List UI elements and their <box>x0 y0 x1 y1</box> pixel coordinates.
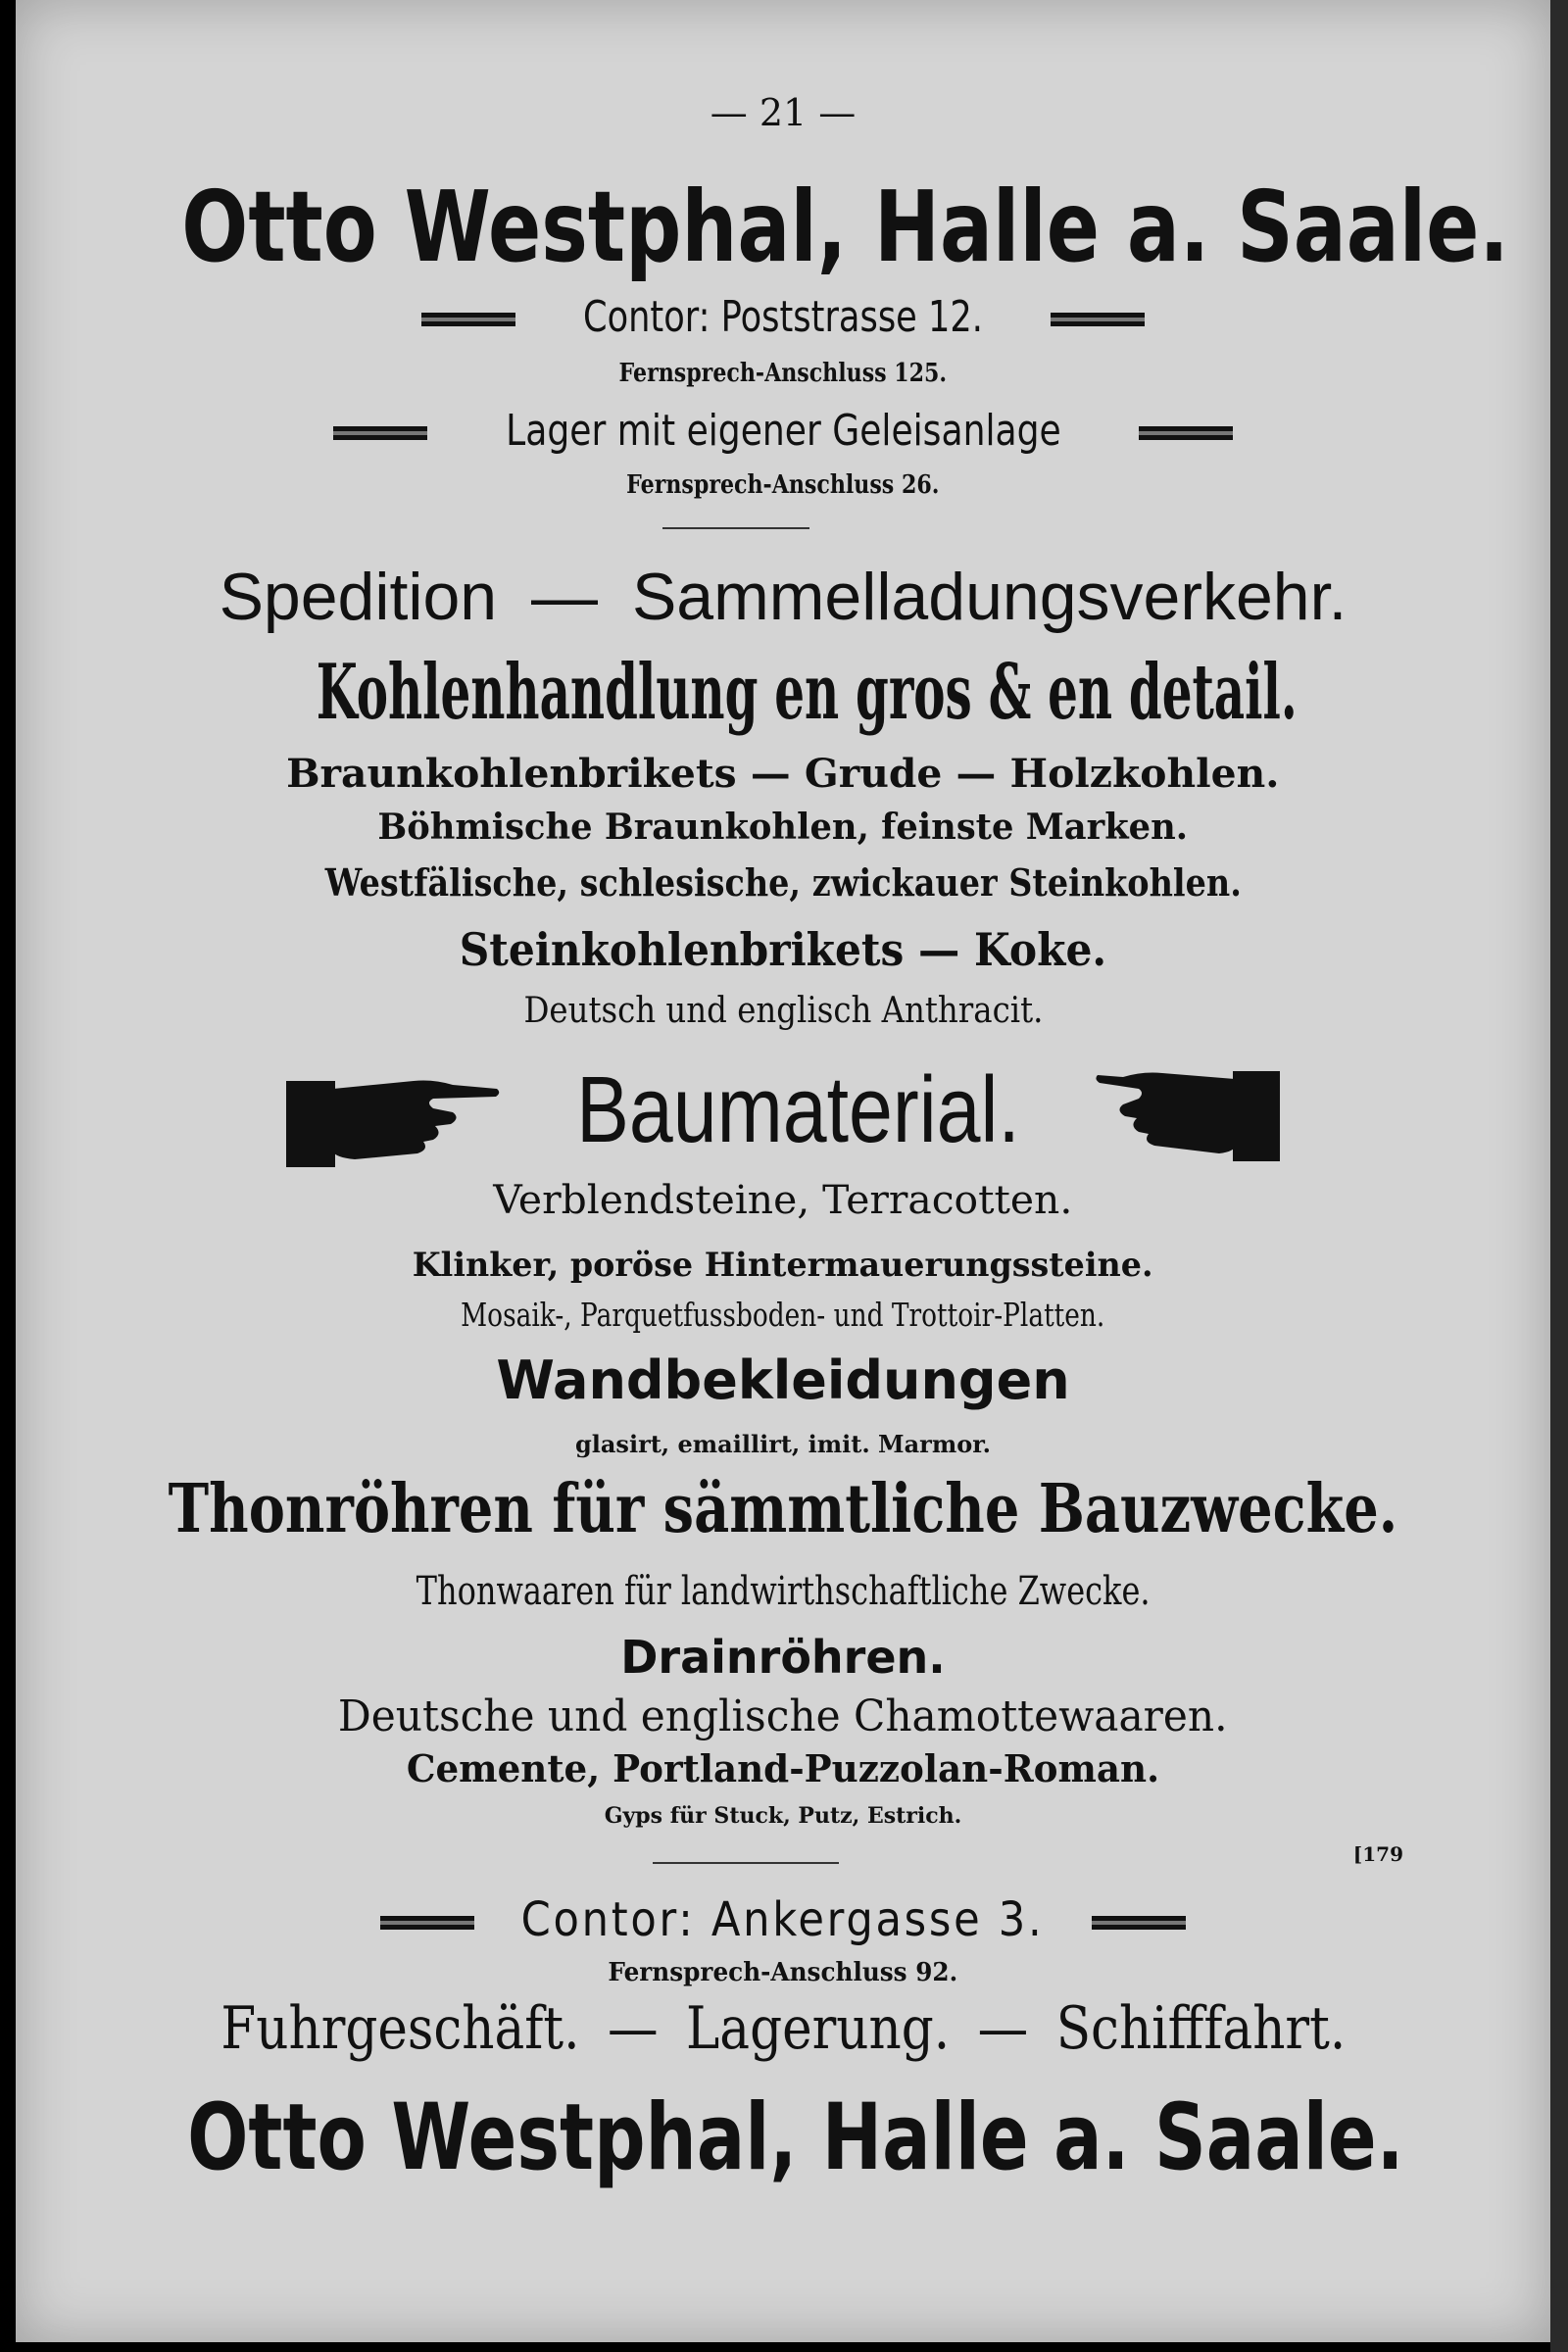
company-headline <box>16 170 1550 284</box>
ornament-bar-left <box>333 426 427 440</box>
ornament-bar-left <box>380 1916 474 1930</box>
building-line-11 <box>16 1805 1550 1827</box>
coal-line-2-text: Böhmische Braunkohlen, feinste Marken. <box>377 807 1189 848</box>
coal-line-5 <box>16 991 1550 1031</box>
divider <box>653 1862 839 1864</box>
sammelladung-text: Sammelladungsverkehr. <box>631 560 1348 634</box>
spedition-text: Spedition <box>219 560 498 634</box>
ornament-bar-right <box>1092 1916 1186 1930</box>
dash: — <box>977 1994 1028 2063</box>
contor-address: Contor: Poststrasse 12. <box>583 292 983 342</box>
building-line-11-text: Gyps für Stuck, Putz, Estrich. <box>604 1803 962 1829</box>
pointing-hand-right-icon <box>286 1063 502 1171</box>
scan-edge <box>1550 0 1568 2352</box>
page-number: — 21 — <box>710 91 857 134</box>
contor2-address: Contor: Ankergasse 3. <box>521 1892 1045 1947</box>
building-line-10-text: Cemente, Portland-Puzzolan-Roman. <box>406 1746 1160 1790</box>
contor-phone <box>16 361 1550 386</box>
building-line-5-text: glasirt, emaillirt, imit. Marmor. <box>574 1430 992 1458</box>
reference-number: [179 <box>1352 1842 1403 1866</box>
building-line-8 <box>16 1631 1550 1684</box>
building-line-3 <box>16 1296 1550 1334</box>
building-line-9-text: Deutsche und englische Chamottewaaren. <box>338 1691 1228 1741</box>
building-line-1 <box>16 1178 1550 1223</box>
contor2-phone-text: Fernsprech-Anschluss 92. <box>608 1958 958 1987</box>
lager-phone-text: Fernsprech-Anschluss 26. <box>626 470 940 500</box>
lagerung-text: Lagerung. <box>685 1994 950 2063</box>
building-line-4-text: Wandbekleidungen <box>496 1349 1070 1411</box>
building-line-9 <box>16 1691 1550 1741</box>
coal-line-4 <box>16 923 1550 976</box>
baumaterial-text: Baumaterial. <box>575 1057 1020 1163</box>
contor-phone-text: Fernsprech-Anschluss 125. <box>618 359 948 388</box>
building-line-5 <box>16 1430 1550 1458</box>
baumaterial-heading <box>16 1057 1550 1171</box>
company-headline-text: Otto Westphal, Halle a. Saale. <box>181 170 1509 284</box>
coal-line-4-text: Steinkohlenbrikets — Koke. <box>459 923 1107 976</box>
building-line-8-text: Drainröhren. <box>620 1631 946 1684</box>
building-line-3-text: Mosaik-, Parquetfussboden- und Trottoir-Platten. <box>461 1296 1105 1334</box>
coal-heading-text: Kohlenhandlung en gros & en detail. <box>316 648 1298 737</box>
footer-services <box>16 1994 1550 2063</box>
building-line-1-text: Verblendsteine, Terracotten. <box>493 1178 1073 1223</box>
building-line-2-text: Klinker, poröse Hintermauerungssteine. <box>413 1246 1153 1285</box>
ornament-bar-right <box>1139 426 1233 440</box>
contor2-line <box>16 1892 1550 1947</box>
building-line-10 <box>16 1746 1550 1790</box>
coal-line-1 <box>16 751 1550 797</box>
lager-line <box>16 406 1550 456</box>
pointing-hand-left-icon <box>1094 1063 1280 1171</box>
fuhrgeschaeft-text: Fuhrgeschäft. <box>220 1994 580 2063</box>
footer-company <box>16 2084 1550 2191</box>
building-line-6 <box>16 1470 1550 1548</box>
coal-line-3-text: Westfälische, schlesische, zwickauer Steinkohlen. <box>324 860 1242 905</box>
building-line-6-text: Thonröhren für sämmtliche Bauzwecke. <box>168 1470 1398 1548</box>
footer-company-text: Otto Westphal, Halle a. Saale. <box>187 2084 1404 2191</box>
coal-line-1-text: Braunkohlenbrikets — Grude — Holzkohlen. <box>286 751 1280 797</box>
contor-line <box>16 292 1550 342</box>
dash: — <box>607 1994 659 2063</box>
lager-phone <box>16 472 1550 498</box>
building-line-7 <box>16 1569 1550 1614</box>
coal-line-3 <box>16 860 1550 905</box>
advertisement-page <box>16 0 1550 2342</box>
lager-text: Lager mit eigener Geleisanlage <box>505 406 1061 456</box>
divider <box>662 527 809 529</box>
dash: — <box>531 560 599 634</box>
services-line <box>16 560 1550 634</box>
building-line-7-text: Thonwaaren für landwirthschaftliche Zwecke. <box>416 1569 1151 1614</box>
coal-line-5-text: Deutsch und englisch Anthracit. <box>523 991 1043 1031</box>
ornament-bar-left <box>421 313 515 326</box>
schifffahrt-text: Schifffahrt. <box>1055 1994 1346 2063</box>
building-line-2 <box>16 1246 1550 1285</box>
coal-line-2 <box>16 807 1550 848</box>
ornament-bar-right <box>1051 313 1145 326</box>
coal-heading <box>16 648 1550 737</box>
building-line-4 <box>16 1349 1550 1411</box>
contor2-phone <box>16 1960 1550 1985</box>
